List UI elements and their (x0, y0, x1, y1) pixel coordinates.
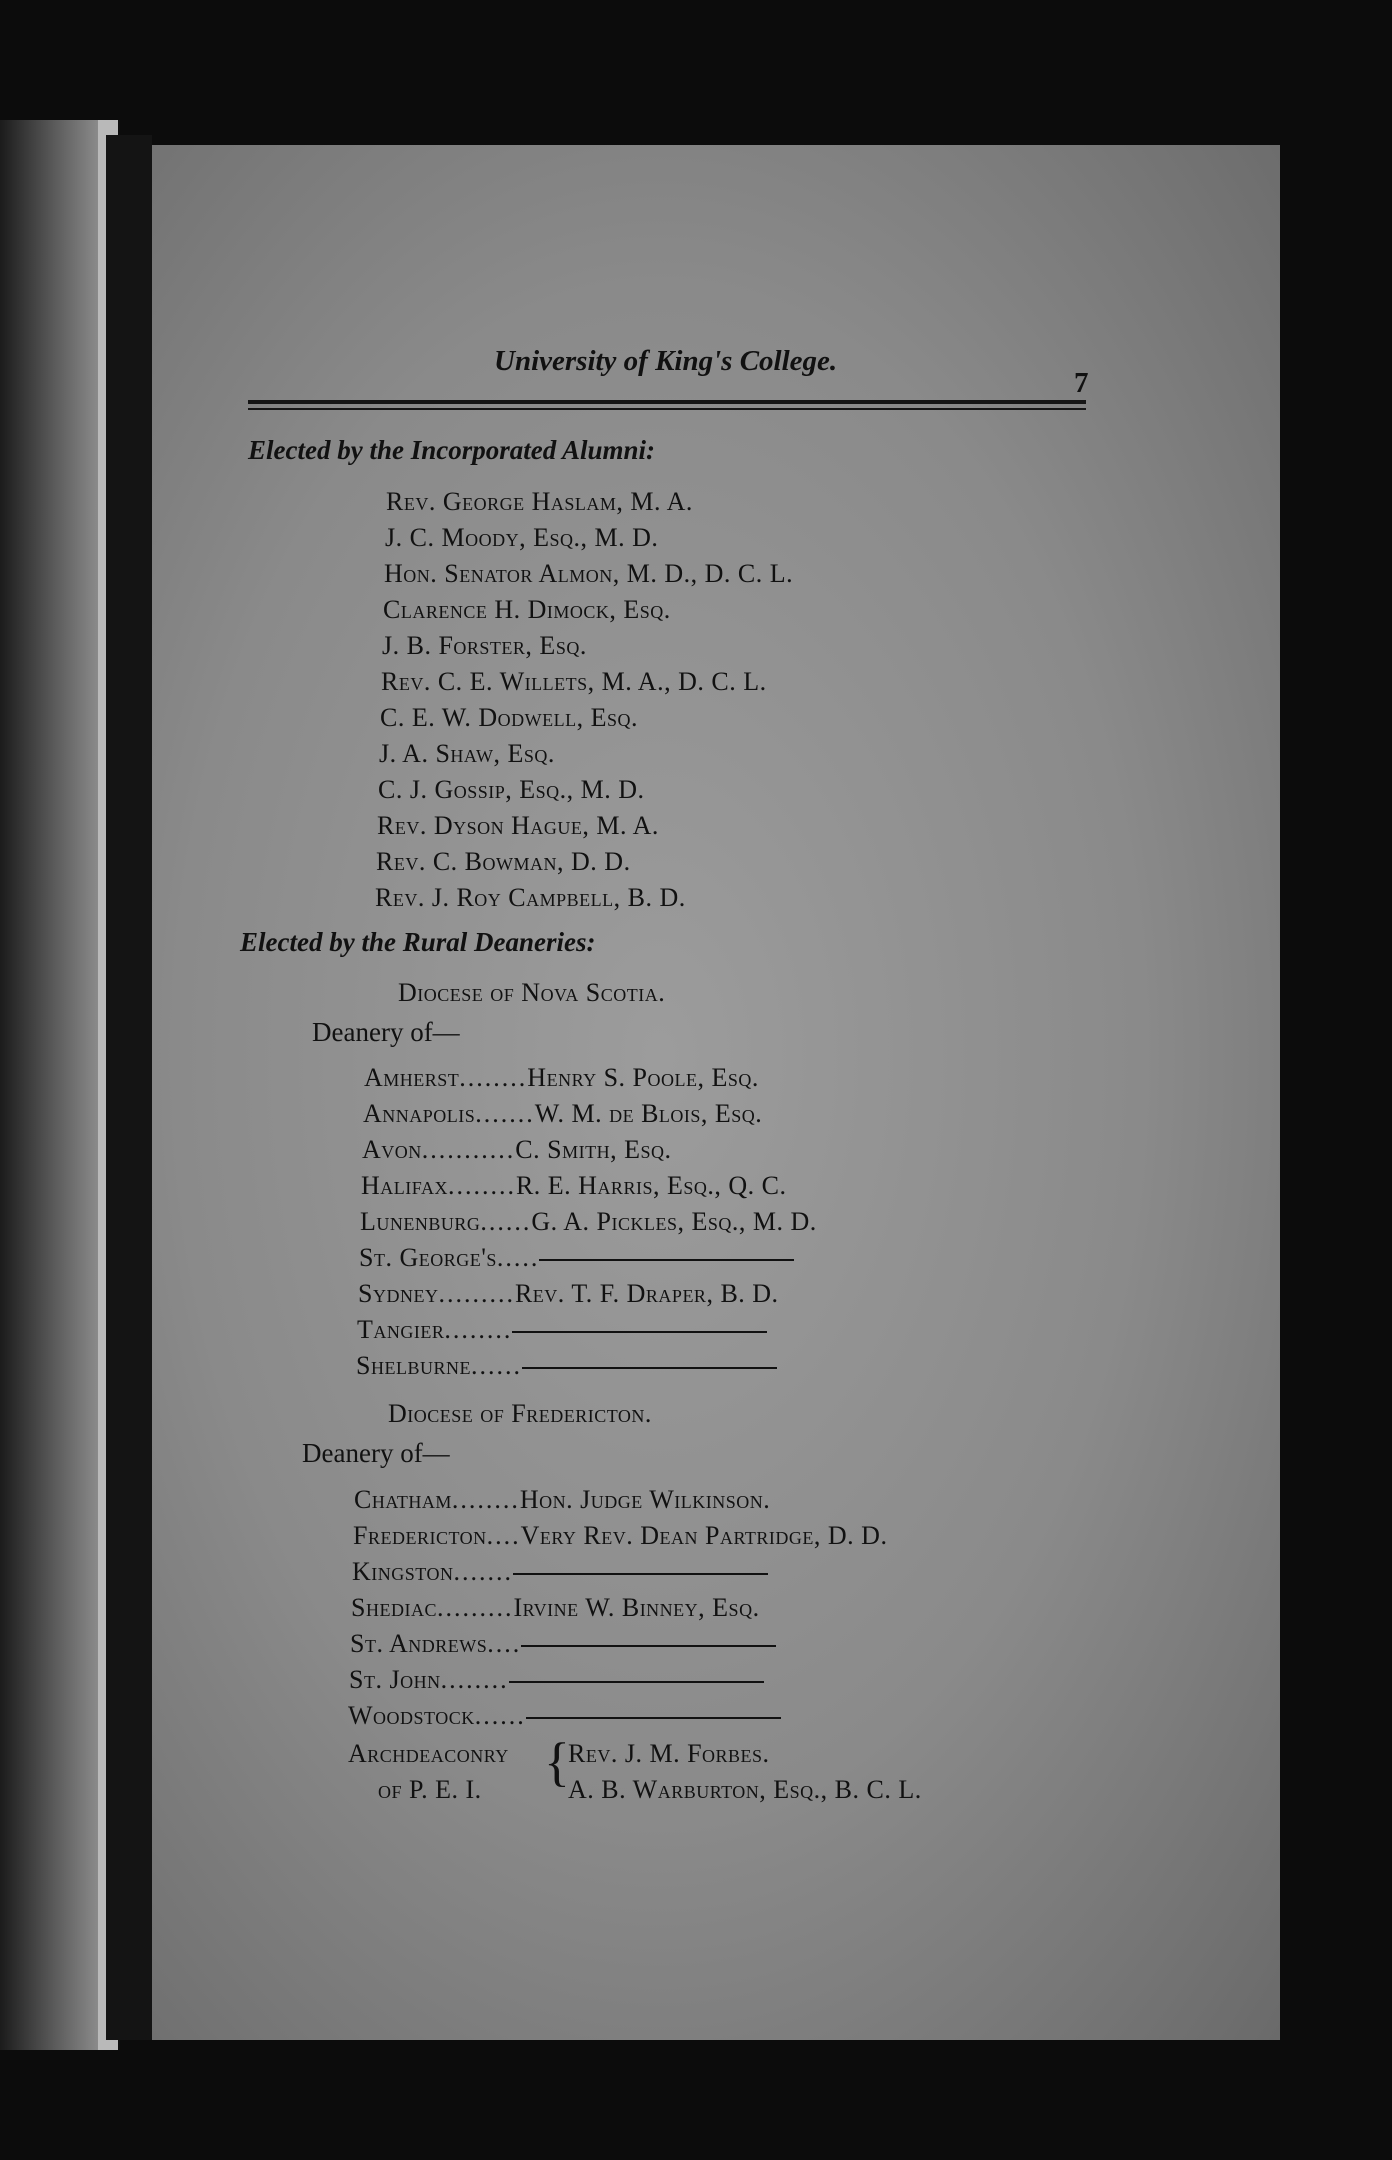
alumni-member: Clarence H. Dimock, Esq. (383, 595, 671, 624)
vacancy-line (509, 1681, 764, 1683)
deanery-row (360, 1207, 817, 1237)
deanery-row (359, 1243, 794, 1273)
header-rule-thin (248, 408, 1086, 410)
deanery-row (358, 1279, 779, 1309)
alumni-member: C. E. W. Dodwell, Esq. (380, 703, 639, 732)
deanery-row (348, 1701, 781, 1731)
alumni-member: Rev. C. Bowman, D. D. (376, 847, 631, 876)
deanery-row (352, 1557, 768, 1587)
alumni-member: Rev. Dyson Hague, M. A. (377, 811, 659, 840)
deanery-member: G. A. Pickles, Esq., M. D. (531, 1207, 817, 1236)
deanery-row (349, 1665, 764, 1695)
archdeaconry-label-line2: of P. E. I. (378, 1775, 482, 1804)
facing-page-edge (0, 120, 98, 2050)
dot-leader: ........ (440, 1665, 509, 1694)
alumni-heading: Elected by the Incorporated Alumni: (248, 435, 655, 465)
vacancy-line (513, 1573, 768, 1575)
deanery-member: W. M. de Blois, Esq. (534, 1099, 763, 1128)
alumni-member: J. A. Shaw, Esq. (379, 739, 555, 768)
vacancy-line (521, 1645, 776, 1647)
deanery-place: Fredericton (353, 1521, 487, 1550)
deanery-row (362, 1135, 671, 1165)
alumni-member: Hon. Senator Almon, M. D., D. C. L. (384, 559, 794, 588)
alumni-member: Rev. George Haslam, M. A. (386, 487, 693, 516)
alumni-member: J. C. Moody, Esq., M. D. (385, 523, 659, 552)
deanery-place: Sydney (358, 1279, 439, 1308)
book-spine-shadow (106, 135, 152, 2040)
deanery-place: Amherst (364, 1063, 460, 1092)
page-number: 7 (1074, 367, 1089, 399)
dot-leader: ..... (496, 1243, 540, 1272)
vacancy-line (522, 1367, 777, 1369)
header-rule-thick (248, 400, 1086, 404)
alumni-member: C. J. Gossip, Esq., M. D. (378, 775, 645, 804)
deanery-row (364, 1063, 759, 1093)
deanery-place: Avon (362, 1135, 422, 1164)
deanery-place: St. George's (359, 1243, 497, 1272)
archdeaconry-member: A. B. Warburton, Esq., B. C. L. (568, 1775, 922, 1804)
dot-leader: ...... (470, 1351, 522, 1380)
deanery-row (354, 1485, 770, 1515)
curly-brace-glyph: { (544, 1732, 570, 1792)
dot-leader: ....... (475, 1099, 535, 1128)
dot-leader: ...... (474, 1701, 526, 1730)
alumni-member: Rev. C. E. Willets, M. A., D. C. L. (381, 667, 767, 696)
deanery-place: Annapolis (363, 1099, 476, 1128)
vacancy-line (539, 1259, 794, 1261)
dot-leader: ......... (438, 1279, 515, 1308)
deanery-row (363, 1099, 762, 1129)
deanery-place: Kingston (352, 1557, 454, 1586)
deanery-member: R. E. Harris, Esq., Q. C. (515, 1171, 787, 1200)
deanery-member: Irvine W. Binney, Esq. (513, 1593, 760, 1622)
deanery-place: St. Andrews (350, 1629, 488, 1658)
deanery-place: Tangier (357, 1315, 445, 1344)
deanery-member: C. Smith, Esq. (515, 1135, 672, 1164)
deanery-member: Henry S. Poole, Esq. (527, 1063, 759, 1092)
dot-leader: ........ (444, 1315, 513, 1344)
alumni-member: Rev. J. Roy Campbell, B. D. (375, 883, 686, 912)
dot-leader: ...... (480, 1207, 532, 1236)
diocese-title: Diocese of Nova Scotia. (398, 978, 666, 1007)
vacancy-line (512, 1331, 767, 1333)
vacancy-line (526, 1717, 781, 1719)
dot-leader: .... (487, 1629, 522, 1658)
deanery-label: Deanery of— (302, 1438, 450, 1468)
dot-leader: ........ (451, 1485, 520, 1514)
deanery-label: Deanery of— (312, 1017, 460, 1047)
deanery-place: Chatham (354, 1485, 452, 1514)
deanery-row (351, 1593, 760, 1623)
running-title: University of King's College. (494, 345, 838, 377)
dot-leader: .... (486, 1521, 521, 1550)
archdeaconry-member: Rev. J. M. Forbes. (568, 1739, 770, 1768)
deanery-place: Shelburne (356, 1351, 471, 1380)
deanery-row (357, 1315, 767, 1345)
dot-leader: ........ (447, 1171, 516, 1200)
deanery-row (356, 1351, 777, 1381)
dot-leader: ........... (421, 1135, 516, 1164)
alumni-member: J. B. Forster, Esq. (382, 631, 587, 660)
deanery-place: Halifax (361, 1171, 448, 1200)
dot-leader: ....... (453, 1557, 513, 1586)
dot-leader: ......... (436, 1593, 514, 1622)
deanery-row (350, 1629, 776, 1659)
deanery-member: Very Rev. Dean Partridge, D. D. (520, 1521, 888, 1550)
rural-heading: Elected by the Rural Deaneries: (240, 927, 596, 957)
dot-leader: ........ (459, 1063, 528, 1092)
deanery-place: Woodstock (348, 1701, 475, 1730)
deanery-row (361, 1171, 786, 1201)
deanery-place: Shediac (351, 1593, 437, 1622)
archdeaconry-label-line1: Archdeaconry (348, 1739, 509, 1768)
deanery-place: St. John (349, 1665, 441, 1694)
book-page (152, 145, 1280, 2040)
deanery-row (353, 1521, 887, 1551)
diocese-title: Diocese of Fredericton. (388, 1399, 652, 1428)
deanery-member: Rev. T. F. Draper, B. D. (514, 1279, 779, 1308)
deanery-place: Lunenburg (360, 1207, 481, 1236)
deanery-member: Hon. Judge Wilkinson. (519, 1485, 771, 1514)
